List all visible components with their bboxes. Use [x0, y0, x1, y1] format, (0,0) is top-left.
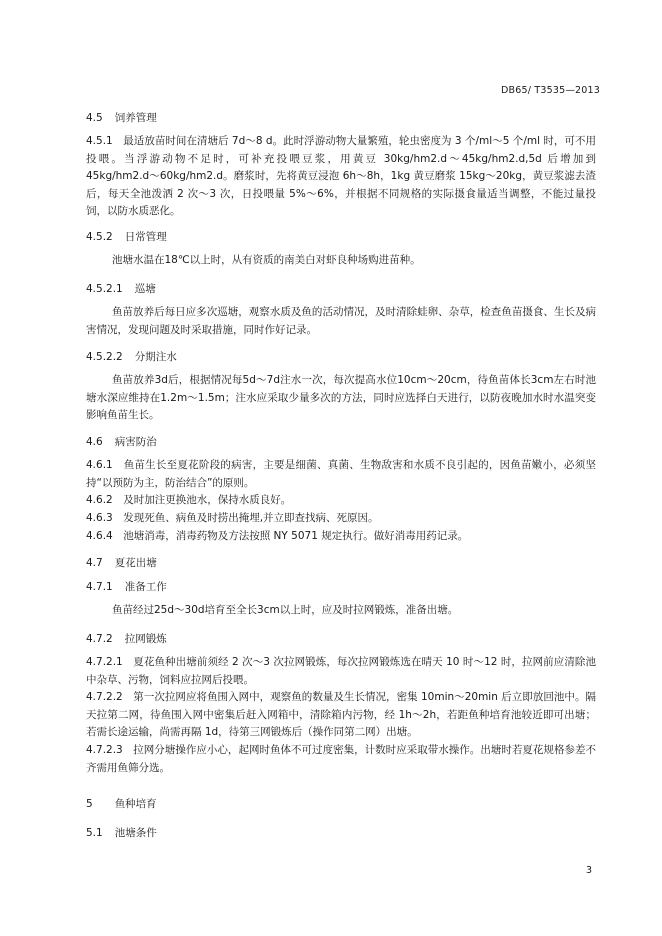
heading-5	[86, 796, 157, 811]
section-title: 巡塘	[134, 283, 156, 295]
section-title: 日常管理	[124, 231, 167, 243]
section-number: 4.6	[86, 436, 103, 448]
section-number: 4.5.2	[86, 231, 113, 243]
heading-4-5-2-1	[86, 281, 156, 296]
section-number: 4.7.2	[86, 633, 113, 645]
section-title: 池塘条件	[114, 827, 157, 839]
heading-5-1	[86, 825, 157, 840]
heading-4-5-2-2	[86, 349, 177, 364]
paragraph-4-7-2-2: 4.7.2.2 第一次拉网应将鱼围入网中，观察鱼的数量及生长情况，密集 10min～20min 后立即放回池中。隔天拉第二网，待鱼围入网中密集后赶入网箱中，清除箱内污物，经 1h～2h，若距鱼种培育池较近即可出塘；若需长途运输，尚需再隔 1d，待第三网锻炼后（操作同第二网）出塘。	[86, 691, 596, 739]
section-number: 5.1	[86, 827, 103, 839]
section-title: 分期注水	[134, 351, 177, 363]
heading-4-5-2	[86, 229, 167, 244]
paragraph-4-5-2: 池塘水温在18℃以上时，从有资质的南美白对虾良种场购进苗种。	[112, 254, 421, 266]
paragraph-4-7-2-1: 4.7.2.1 夏花鱼种出塘前须经 2 次～3 次拉网锻炼，每次拉网锻炼选在晴天 10 时～12 时，拉网前应清除池中杂草、污物，饲料应拉网后投喂。	[86, 656, 596, 686]
paragraph-4-6-1: 4.6.1 鱼苗生长至夏花阶段的病害，主要是细菌、真菌、生物敌害和水质不良引起的，因鱼苗嫩小，必须坚持“以预防为主，防治结合”的原则。	[86, 459, 596, 489]
document-id: DB65/ T3535—2013	[501, 85, 600, 96]
section-number: 4.5.2.1	[86, 283, 123, 295]
heading-4-5	[86, 110, 157, 125]
section-title: 饲养管理	[114, 112, 157, 124]
heading-4-7-1	[86, 579, 167, 594]
paragraph-4-6-3: 4.6.3 发现死鱼、病鱼及时捞出掩埋,并立即查找病、死原因。	[86, 512, 379, 524]
paragraph-4-7-2-3: 4.7.2.3 拉网分塘操作应小心，起网时鱼体不可过度密集，计数时应采取带水操作。出塘时若夏花规格参差不齐需用鱼筛分选。	[86, 744, 596, 774]
section-title: 鱼种培育	[114, 798, 157, 810]
section-number: 4.7	[86, 557, 103, 569]
section-title: 拉网锻炼	[124, 633, 167, 645]
heading-4-7-2	[86, 631, 167, 646]
section-title: 夏花出塘	[114, 557, 157, 569]
paragraph-4-6-2: 4.6.2 及时加注更换池水，保持水质良好。	[86, 494, 292, 506]
section-title: 病害防治	[114, 436, 157, 448]
section-number: 4.5	[86, 112, 103, 124]
paragraph-4-7-1: 鱼苗经过25d～30d培育至全长3cm以上时，应及时拉网锻炼，准备出塘。	[112, 604, 459, 616]
section-title: 准备工作	[124, 581, 167, 593]
section-number: 5	[86, 798, 93, 810]
section-number: 4.7.1	[86, 581, 113, 593]
paragraph-4-5-2-2: 鱼苗放养3d后，根据情况每5d～7d注水一次，每次提高水位10cm～20cm，待鱼苗体长3cm左右时池塘水深应维持在1.2m～1.5m；注水应采取少量多次的方法，同时应选择白天进行，以防夜晚加水时水温突变影响鱼苗生长。	[86, 374, 596, 422]
page-number: 3	[585, 865, 592, 876]
section-number: 4.5.2.2	[86, 351, 123, 363]
paragraph-4-6-4: 4.6.4 池塘消毒，消毒药物及方法按照 NY 5071 规定执行。做好消毒用药记录。	[86, 530, 469, 542]
heading-4-6	[86, 434, 157, 449]
paragraph-4-5-1: 4.5.1 最适放苗时间在清塘后 7d～8 d。此时浮游动物大量繁殖，轮虫密度为 3 个/ml～5 个/ml 时，可不用投喂。当浮游动物不足时，可补充投喂豆浆，用黄豆 30kg/hm2.d～45kg/hm2.d,5d 后增加到 45kg/hm2.d～60kg/hm2.d。磨浆时，先将黄豆浸泡 6h～8h，1kg 黄豆磨浆 15kg～20kg，黄豆浆滤去渣后，每天全池泼洒 2 次～3 次，日投喂量 5%～6%，并根据不同规格的实际摄食量适当调整，不能过量投饲，以防水质恶化。	[86, 135, 596, 218]
heading-4-7	[86, 555, 157, 570]
paragraph-4-5-2-1: 鱼苗放养后每日应多次巡塘，观察水质及鱼的活动情况，及时清除蛙卵、杂草，检查鱼苗摄食、生长及病害情况，发现问题及时采取措施，同时作好记录。	[86, 306, 596, 336]
